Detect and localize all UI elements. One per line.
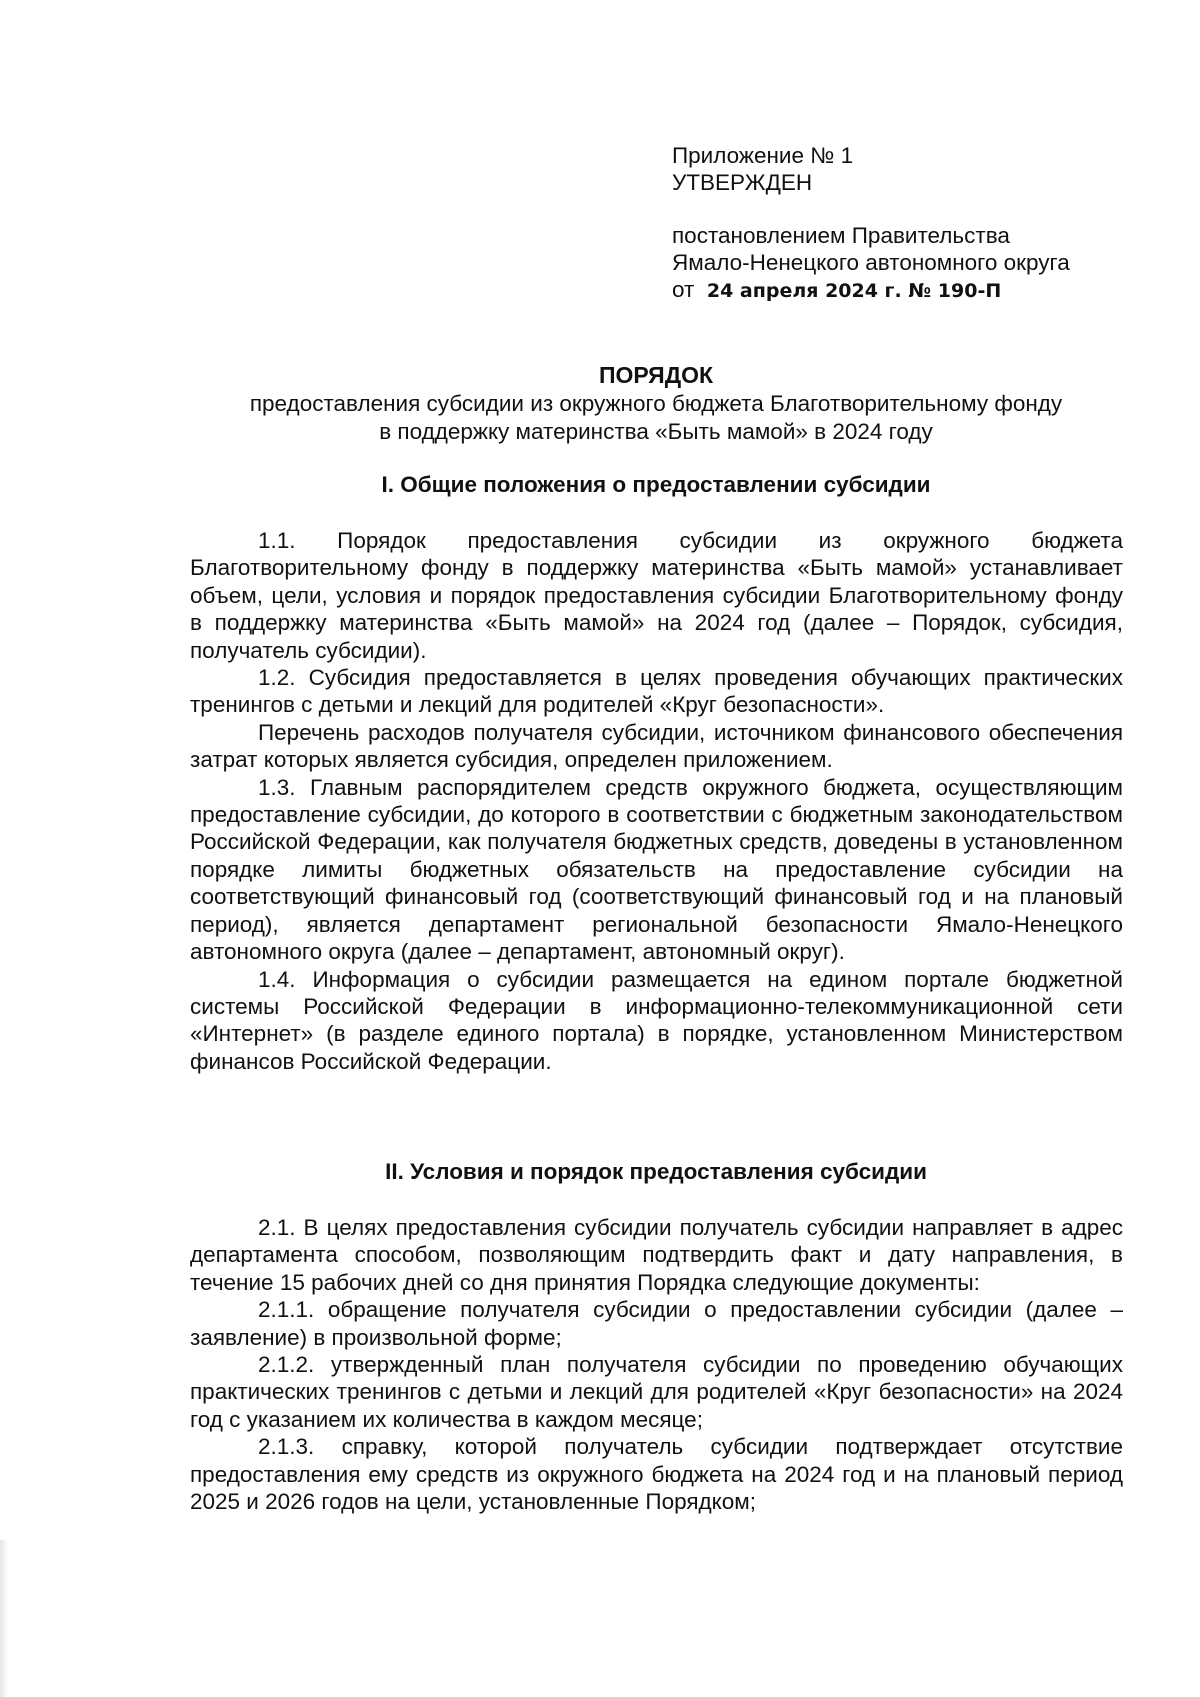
subtitle-line-1: предоставления субсидии из окружного бюджета Благотворительному фонду <box>249 391 1063 416</box>
paragraph-1-3: 1.3. Главным распорядителем средств окружного бюджета, осуществляющим предоставление субсидии, до которого в соответствии с бюджетным законодательством Российской Федерации, как получателя бюджетных средств, доведены в установленном порядке лимиты бюджетных обязательств на предоставление субсидии на соответствующий финансовый год (соответствующий финансовый год и на плановый период), является департамент региональной безопасности Ямало-Ненецкого автономного округа (далее – департамент, автономный округ). <box>190 774 1123 965</box>
section-2-heading: II. Условия и порядок предоставления субсидии <box>385 1159 927 1184</box>
approval-date-prefix: от <box>672 277 695 302</box>
paragraph-1-1: 1.1. Порядок предоставления субсидии из окружного бюджета Благотворительному фонду в поддержку материнства «Быть мамой» устанавливает объем, цели, условия и порядок предоставления субсидии Благотворительному фонду в поддержку материнства «Быть мамой» на 2024 год (далее – Порядок, субсидия, получатель субсидии). <box>190 528 1123 663</box>
scan-edge-shadow <box>0 1540 8 1697</box>
approval-date-number: 24 апреля 2024 г. № 190-П <box>706 280 1002 302</box>
section-1-body <box>190 527 1123 1075</box>
section-1-heading: I. Общие положения о предоставлении субсидии <box>381 472 931 497</box>
approved-label: УТВЕРЖДЕН <box>672 170 813 195</box>
paragraph-1-2: 1.2. Субсидия предоставляется в целях проведения обучающих практических тренингов с детьми и лекций для родителей «Круг безопасности». <box>190 665 1123 718</box>
paragraph-2-1: 2.1. В целях предоставления субсидии получатель субсидии направляет в адрес департамента способом, позволяющим подтвердить факт и дату направления, в течение 15 рабочих дней со дня принятия Порядка следующие документы: <box>190 1215 1123 1295</box>
approval-authority-line2: Ямало-Ненецкого автономного округа <box>672 250 1070 275</box>
section-2-body <box>190 1214 1123 1515</box>
approval-block <box>672 142 1172 305</box>
document-subtitle <box>190 390 1122 446</box>
appendix-number: Приложение № 1 <box>672 143 854 168</box>
paragraph-2-1-2: 2.1.2. утвержденный план получателя субсидии по проведению обучающих практических тренингов с детьми и лекций для родителей «Круг безопасности» на 2024 год с указанием их количества в каждом месяце; <box>190 1352 1123 1432</box>
paragraph-1-4: 1.4. Информация о субсидии размещается на едином портале бюджетной системы Российской Федерации в информационно-телекоммуникационной сети «Интернет» (в разделе единого портала) в порядке, установленном Министерством финансов Российской Федерации. <box>190 966 1123 1074</box>
subtitle-line-2: в поддержку материнства «Быть мамой» в 2024 году <box>379 419 933 444</box>
approval-authority-line1: постановлением Правительства <box>672 223 1010 248</box>
approval-date-line <box>672 276 1172 305</box>
document-title: ПОРЯДОК <box>598 362 714 388</box>
paragraph-2-1-3: 2.1.3. справку, которой получатель субсидии подтверждает отсутствие предоставления ему средств из окружного бюджета на 2024 год и на плановый период 2025 и 2026 годов на цели, установленные Порядком; <box>190 1434 1123 1515</box>
paragraph-2-1-1: 2.1.1. обращение получателя субсидии о предоставлении субсидии (далее – заявление) в произвольной форме; <box>190 1297 1123 1350</box>
paragraph-1-2-list: Перечень расходов получателя субсидии, источником финансового обеспечения затрат которых является субсидия, определен приложением. <box>190 719 1123 773</box>
